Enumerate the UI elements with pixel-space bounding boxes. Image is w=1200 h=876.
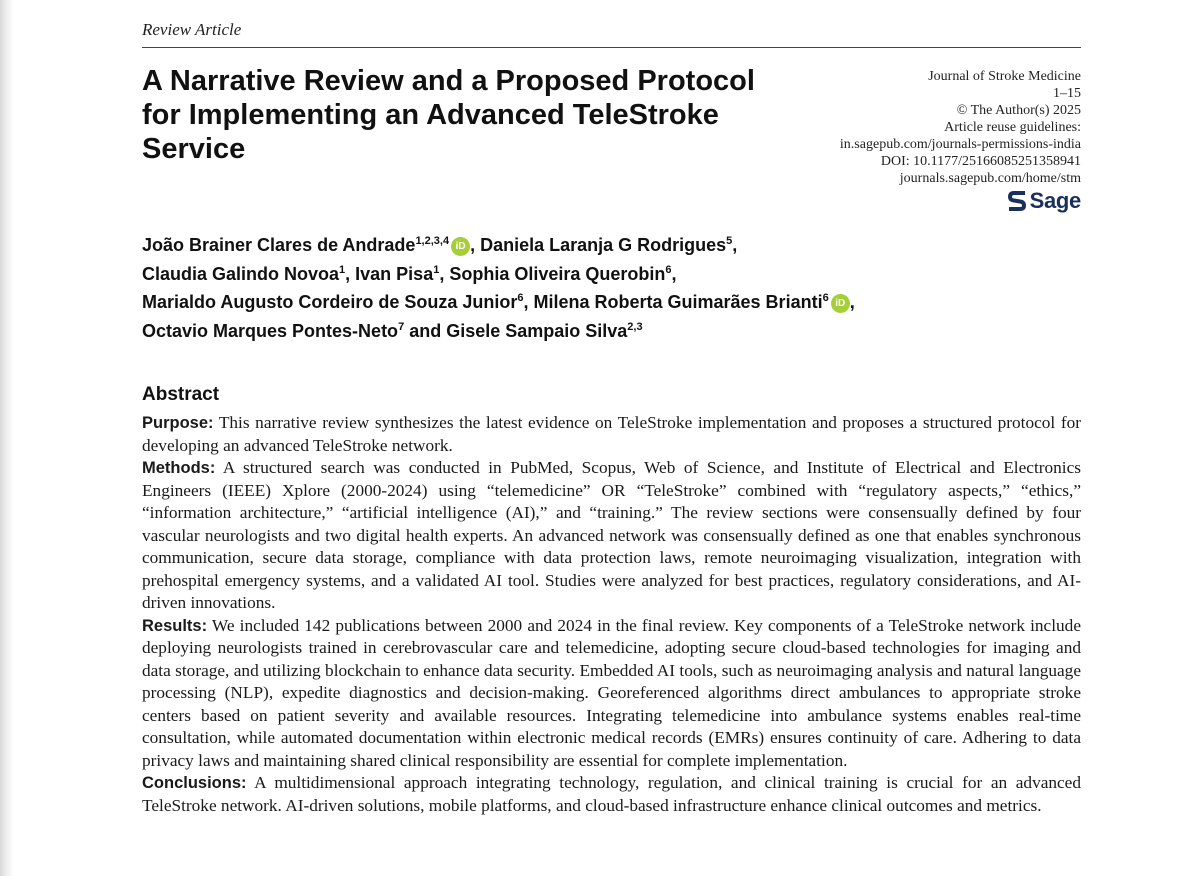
reuse-guidelines-link[interactable]: in.sagepub.com/journals-permissions-india [839, 137, 1081, 152]
journal-copyright: © The Author(s) 2025 [956, 103, 1081, 118]
affiliation-marker: 6 [665, 263, 672, 276]
abstract-section-label: Methods: [142, 459, 216, 477]
doi-link[interactable]: DOI: 10.1177/25166085251358941 [880, 154, 1081, 169]
author-name: and Gisele Sampaio Silva [404, 320, 628, 341]
affiliation-marker: 5 [726, 235, 733, 247]
sage-wordmark: Sage [1029, 188, 1081, 213]
article-type-label: Review Article [142, 20, 242, 39]
journal-info [823, 68, 1081, 187]
orcid-icon[interactable]: iD [451, 237, 470, 256]
author-separator: , [849, 292, 855, 312]
article-title: A Narrative Review and a Proposed Protocol for Implementing an Advanced TeleStroke Service [142, 65, 755, 165]
journal-name: Journal of Stroke Medicine [928, 69, 1081, 84]
abstract-body [142, 412, 1081, 817]
author-line-2 [142, 260, 1082, 289]
abstract-section-text: We included 142 publications between 2000 and 2024 in the final review. Key components of a TeleStroke network include deploying neurologists trained in cerebrovascular care and telemedicine, adopting secure cloud-based technologies for imaging and data storage, and utilizing blockchain to enhance data security. Embedded AI tools, such as neuroimaging analysis and natural language processing (NLP), expedite diagnostics and decision-making. Georeferenced algorithms direct ambulances to appropriate stroke centers based on patient severity and available resources. Integrating telemedicine into ambulance systems enables real-time consultation, while automated documentation within electronic medical records (EMRs) ensures continuity of care. Adhering to data privacy laws and maintaining shared clinical responsibility are essential for complete implementation. [142, 615, 1081, 770]
author-name: , Milena Roberta Guimarães Brianti [523, 292, 823, 312]
affiliation-marker: 1 [339, 263, 346, 276]
affiliation-marker: 1 [433, 263, 440, 276]
journal-pages: 1–15 [1053, 86, 1081, 101]
abstract-purpose [142, 412, 1081, 457]
author-name: João Brainer Clares de Andrade [142, 235, 416, 255]
author-list [142, 231, 1082, 345]
author-name: , Ivan Pisa [345, 263, 434, 284]
page-edge-shadow [0, 0, 14, 876]
author-name: Marialdo Augusto Cordeiro de Souza Junior [142, 292, 518, 312]
author-name: Claudia Galindo Novoa [142, 263, 340, 284]
journal-home-link[interactable]: journals.sagepub.com/home/stm [899, 171, 1081, 186]
abstract-section-text: A multidimensional approach integrating technology, regulation, and clinical training is crucial for an advanced TeleStroke network. AI-driven solutions, mobile platforms, and cloud-based infrastructure enhance clinical outcomes and metrics. [142, 773, 1081, 815]
affiliation-marker: 6 [517, 292, 524, 304]
affiliation-marker: 7 [398, 320, 405, 333]
affiliation-marker: 2,3 [627, 320, 643, 333]
author-line-4 [142, 317, 1082, 346]
author-name: , Sophia Oliveira Querobin [439, 263, 666, 284]
affiliation-marker: 1,2,3,4 [415, 235, 450, 247]
sage-s-icon [1008, 190, 1026, 212]
abstract-conclusions [142, 772, 1081, 817]
abstract-results [142, 615, 1081, 773]
abstract-heading: Abstract [142, 384, 220, 405]
abstract-section-label: Results: [142, 616, 208, 635]
author-separator: , [671, 263, 677, 284]
header-divider [142, 47, 1081, 48]
author-name: , Daniela Laranja G Rodrigues [470, 235, 727, 255]
author-separator: , [732, 235, 738, 255]
abstract-methods [142, 457, 1081, 615]
author-line-3 [142, 288, 1082, 317]
abstract-section-text: This narrative review synthesizes the latest evidence on TeleStroke implementation and proposes a structured protocol for developing an advanced TeleStroke network. [142, 413, 1081, 455]
abstract-section-label: Conclusions: [142, 774, 247, 792]
author-line-1 [142, 231, 1082, 260]
abstract-section-label: Purpose: [142, 414, 214, 432]
abstract-section-text: A structured search was conducted in PubMed, Scopus, Web of Science, and Institute of Electrical and Electronics Engineers (IEEE) Xplore (2000-2024) using “telemedicine” OR “TeleStroke” combined with “regulatory aspects,” “ethics,” “information architecture,” “artificial intelligence (AI),” and “training.” The review sections were consensually defined by four vascular neurologists and two digital health experts. An advanced network was consensually defined as one that enables synchronous communication, secure data storage, compliance with data protection laws, remote neuroimaging visualization, integration with prehospital emergency systems, and a validated AI tool. Studies were analyzed for best practices, regulatory considerations, and AI-driven innovations. [142, 458, 1081, 612]
sage-logo[interactable] [1004, 188, 1081, 214]
orcid-icon[interactable]: iD [831, 294, 850, 313]
reuse-guidelines-label: Article reuse guidelines: [944, 120, 1081, 135]
author-name: Octavio Marques Pontes-Neto [142, 320, 399, 341]
affiliation-marker: 6 [822, 292, 829, 304]
